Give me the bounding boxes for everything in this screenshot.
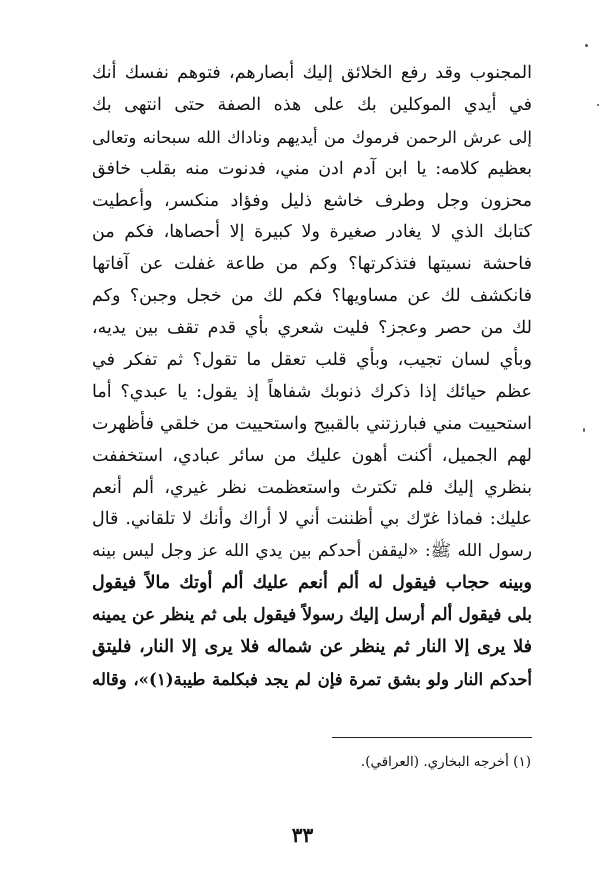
text-line: عظم حيائك إذا ذكرك ذنوبك شفاهاً إذ يقول: يا عبدي؟ أما <box>92 381 532 402</box>
hadith-line: فلا يرى إلا النار ثم ينظر عن شماله فلا يرى إلا النار، فليتق <box>92 637 532 658</box>
text-line: لهم الجميل، أكنت أهون عليك من سائر عبادي، استخففت <box>92 445 532 466</box>
text-line: بعظيم كلامه: يا ابن آدم ادن مني، فدنوت منه بقلب خافق <box>92 158 532 179</box>
scan-speck <box>583 428 585 432</box>
text-line: رسول الله ﷺ: «ليقفن أحدكم بين يدي الله عز وجل ليس بينه <box>92 541 532 562</box>
footnote-divider <box>332 737 532 738</box>
text-line: إلى عرش الرحمن فرموك من أيديهم وناداك الله سبحانه وتعالى <box>92 127 532 147</box>
hadith-line: بلى فيقول ألم أرسل إليك رسولاً فيقول بلى ثم ينظر عن يمينه <box>92 605 532 626</box>
text-line: محزون وجل وطرف خاشع ذليل وفؤاد منكسر، وأعطيت <box>92 190 532 211</box>
body-text <box>92 58 532 696</box>
text-line: بنظري إليك فلم تكترث واستعظمت نظر غيري، ألم أنعم <box>92 477 532 498</box>
text-line: فانكشف لك عن مساويها؟ فكم لك من خجل وجبن؟ وكم <box>92 286 532 307</box>
text-line: فاحشة نسيتها فتذكرتها؟ وكم من طاعة غفلت عن آفاتها <box>92 254 532 275</box>
footnote: (١) أخرجه البخاري. (العراقي). <box>360 754 531 770</box>
text-line: لك من حصر وعجز؟ فليت شعري بأي قدم تقف بين يديه، <box>92 318 532 339</box>
text-line: استحييت مني فبارزتني بالقبيح واستحييت من خلقي فأظهرت <box>92 413 532 434</box>
text-line: كتابك الذي لا يغادر صغيرة ولا كبيرة إلا أحصاها، فكم من <box>92 222 532 243</box>
hadith-line: أحدكم النار ولو بشق تمرة فإن لم يجد فبكلمة طيبة(١)»، وقاله <box>92 669 532 689</box>
page-number: ٣٣ <box>291 823 314 847</box>
text-line: المجنوب وقد رفع الخلائق إليك أبصارهم، فتوهم نفسك أنك <box>92 63 532 83</box>
text-line: وبأي لسان تجيب، وبأي قلب تعقل ما تقول؟ ثم تفكر في <box>92 350 532 371</box>
hadith-line: وبينه حجاب فيقول له ألم أنعم عليك ألم أوتك مالاً فيقول <box>92 573 532 594</box>
scan-speck <box>585 44 588 47</box>
scan-speck <box>597 104 599 106</box>
text-line: في أيدي الموكلين بك على هذه الصفة حتى انتهى بك <box>92 94 532 115</box>
text-line: عليك: فماذا غرّك بي أظننت أني لا أراك وأنك لا تلقاني. قال <box>92 509 532 530</box>
